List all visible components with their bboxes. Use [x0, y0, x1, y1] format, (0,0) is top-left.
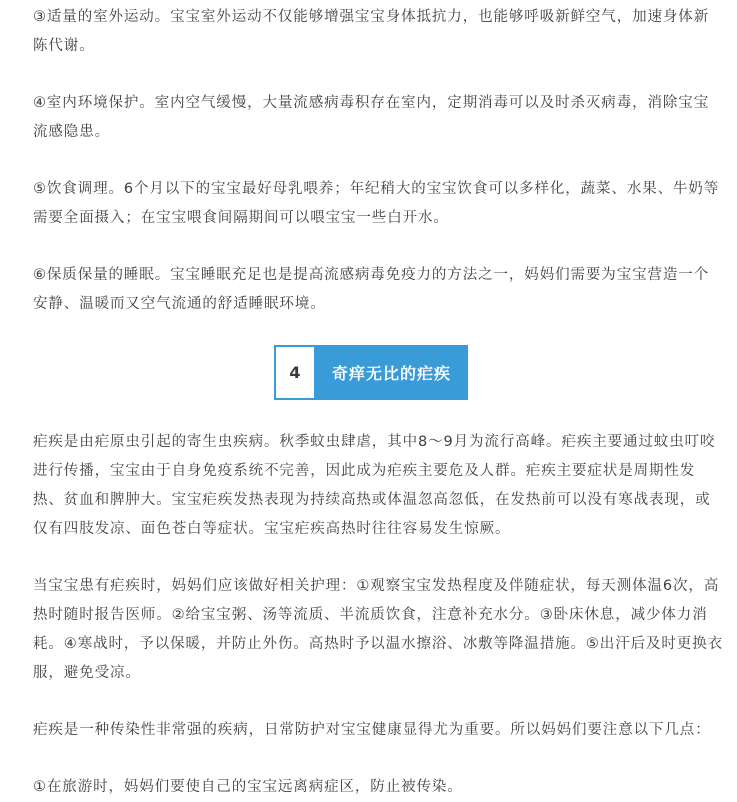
section-heading-container: [33, 345, 723, 406]
paragraph-indoor-environment: ④室内环境保护。室内空气缓慢，大量流感病毒积存在室内，定期消毒可以及时杀灭病毒，消除宝宝流感隐患。: [33, 95, 710, 140]
section-title: 奇痒无比的疟疾: [314, 346, 467, 399]
paragraph-sleep: ⑥保质保量的睡眠。宝宝睡眠充足也是提高流感病毒免疫力的方法之一，妈妈们需要为宝宝营造一个安静、温暖而又空气流通的舒适睡眠环境。: [33, 267, 710, 312]
section-number: 4: [276, 347, 314, 398]
article-body: [33, 0, 723, 802]
section-heading: [274, 345, 468, 400]
paragraph-outdoor-exercise: ③适量的室外运动。宝宝室外运动不仅能够增强宝宝身体抵抗力，也能够呼吸新鲜空气，加速身体新陈代谢。: [33, 9, 710, 54]
paragraph-malaria-intro: 疟疾是由疟原虫引起的寄生虫疾病。秋季蚊虫肆虐，其中8～9月为流行高峰。疟疾主要通过蚊虫叮咬进行传播，宝宝由于自身免疫系统不完善，因此成为疟疾主要危及人群。疟疾主要症状是周期性发热、贫血和脾肿大。宝宝疟疾发热表现为持续高热或体温忽高忽低，在发热前可以没有寒战表现，或仅有四肢发凉、面色苍白等症状。宝宝疟疾高热时往往容易发生惊厥。: [33, 434, 716, 537]
paragraph-diet: ⑤饮食调理。6个月以下的宝宝最好母乳喂养；年纪稍大的宝宝饮食可以多样化，蔬菜、水果、牛奶等需要全面摄入；在宝宝喂食间隔期间可以喂宝宝一些白开水。: [33, 181, 720, 226]
paragraph-prevention-intro: 疟疾是一种传染性非常强的疾病，日常防护对宝宝健康显得尤为重要。所以妈妈们要注意以下几点：: [33, 722, 711, 738]
paragraph-malaria-care: 当宝宝患有疟疾时，妈妈们应该做好相关护理：①观察宝宝发热程度及伴随症状，每天测体温6次，高热时随时报告医师。②给宝宝粥、汤等流质、半流质饮食，注意补充水分。③卧床休息，减少体力消耗。④寒战时，予以保暖，并防止外伤。高热时予以温水擦浴、冰敷等降温措施。⑤出汗后及时更换衣服，避免受凉。: [33, 578, 723, 681]
paragraph-prevention-travel: ①在旅游时，妈妈们要使自己的宝宝远离病症区，防止被传染。: [33, 779, 463, 795]
